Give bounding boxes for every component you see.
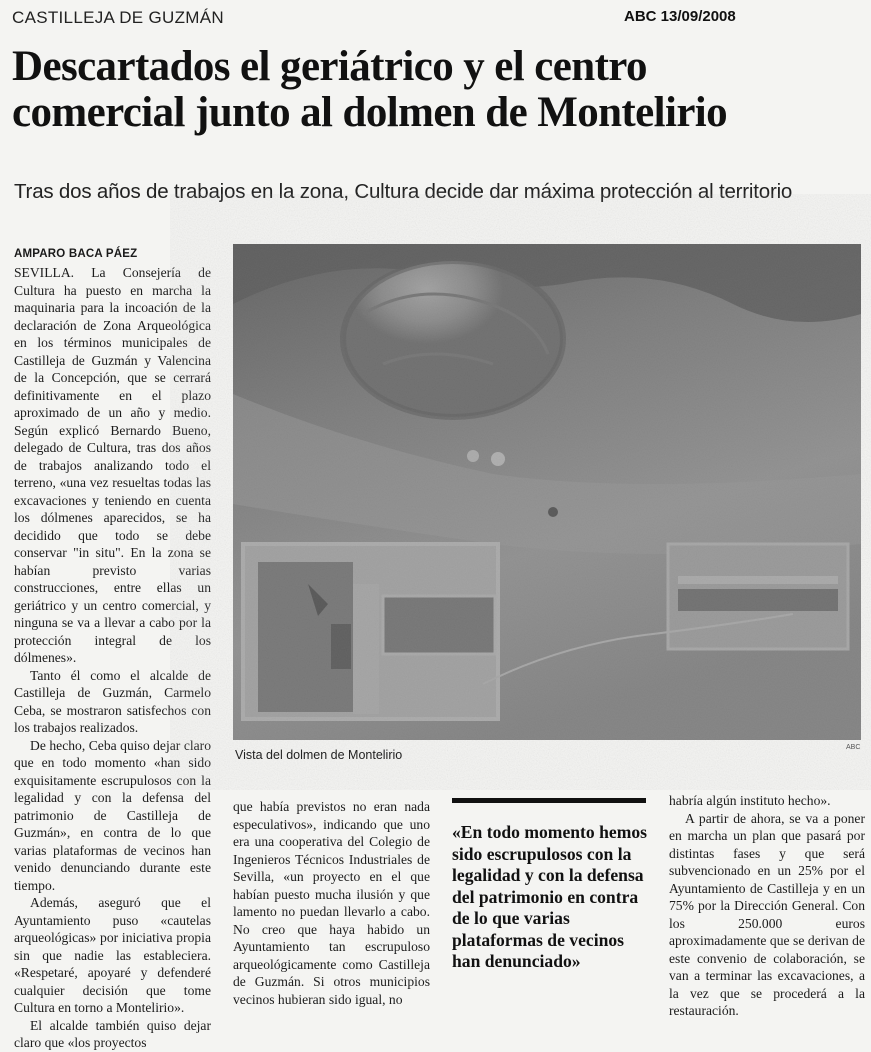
subheadline: Tras dos años de trabajos en la zona, Cultura decide dar máxima protección al territorio	[14, 180, 793, 203]
photo-caption: Vista del dolmen de Montelirio	[235, 748, 403, 762]
dateline: SEVILLA.	[14, 265, 75, 280]
paragraph-text: La Consejería de Cultura ha puesto en marcha la maquinaria para la incoación de la declaración de Zona Arqueológica en los términos municipales de Castilleja de Guzmán y Valencina de la Concepción, que se cerrará definitivamente en el plazo aproximado de un año y medio. Según explicó Bernardo Bueno, delegado de Cultura, tras dos años de trabajos analizando todo el terreno, «una vez resueltas todas las excavaciones y teniendo en cuenta los dólmenes aparecidos, se ha decidido que todo se debe conservar "in situ". En la zona se habían previsto varias construcciones, entre ellas un geriátrico y un centro comercial, y ninguna se va a llevar a cabo por la protección integral de los dólmenes».	[14, 265, 211, 665]
paragraph: habría algún instituto hecho».	[669, 793, 831, 808]
headline-line-1: Descartados el geriátrico y el centro	[12, 43, 647, 90]
section-label: CASTILLEJA DE GUZMÁN	[12, 8, 224, 27]
byline: AMPARO BACA PÁEZ	[14, 248, 138, 260]
article-column-2	[233, 798, 430, 1034]
paragraph: De hecho, Ceba quiso dejar claro que en todo momento «han sido exquisitamente escrupulosos con la legalidad y con la defensa del patrimonio de Castilleja de Guzmán», en contra de lo que varias plataformas de vecinos han venido denunciando durante este tiempo.	[14, 737, 211, 893]
paragraph: que había previstos no eran nada especulativos», indicando que uno era una cooperativa del Colegio de Ingenieros Técnicos Industriales de Sevilla, «un proyecto en el que habían puesto mucha ilusión y que lamento no puedan llevarlo a cabo. No creo que haya habido un Ayuntamiento tan escrupuloso arqueológicamente como Castilleja de Guzmán. Si otros municipios vecinos hubieran sido igual, no	[233, 799, 430, 1007]
paragraph: A partir de ahora, se va a poner en marcha un plan que pasará por distintas fases y que será subvencionado en un 25% por el Ayuntamiento de Castilleja y en un 75% por la Dirección General. Con los 250.000 euros aproximadamente que se derivan de este convenio de colaboración, se van a terminar las excavaciones, a la vez que se procederá a la restauración.	[669, 810, 865, 1018]
pull-quote: «En todo momento hemos sido escrupulosos con la legalidad y con la defensa del patrimonio en contra de lo que varias plataformas de vecinos han denunciado»	[452, 822, 648, 971]
paragraph: Además, aseguró que el Ayuntamiento puso «cautelas arqueológicas» por iniciativa propia sin que nadie las estableciera. «Respetaré, apoyaré y defenderé cualquier decisión que tome Cultura en torno a Montelirio».	[14, 895, 211, 1015]
headline-line-2: comercial junto al dolmen de Montelirio	[12, 89, 728, 136]
article-column-1	[14, 264, 211, 1050]
article-column-4	[669, 792, 865, 1034]
paragraph: Tanto él como el alcalde de Castilleja de Guzmán, Carmelo Ceba, se mostraron satisfechos con los trabajos realizados.	[14, 667, 211, 735]
photo-credit: ABC	[846, 744, 861, 751]
paragraph	[14, 264, 211, 667]
headline	[12, 44, 867, 136]
dolmen-photo	[233, 244, 861, 740]
paragraph: El alcalde también quiso dejar claro que «los proyectos	[14, 1017, 211, 1050]
source-date: ABC 13/09/2008	[624, 8, 736, 25]
pull-quote-rule	[452, 798, 646, 803]
